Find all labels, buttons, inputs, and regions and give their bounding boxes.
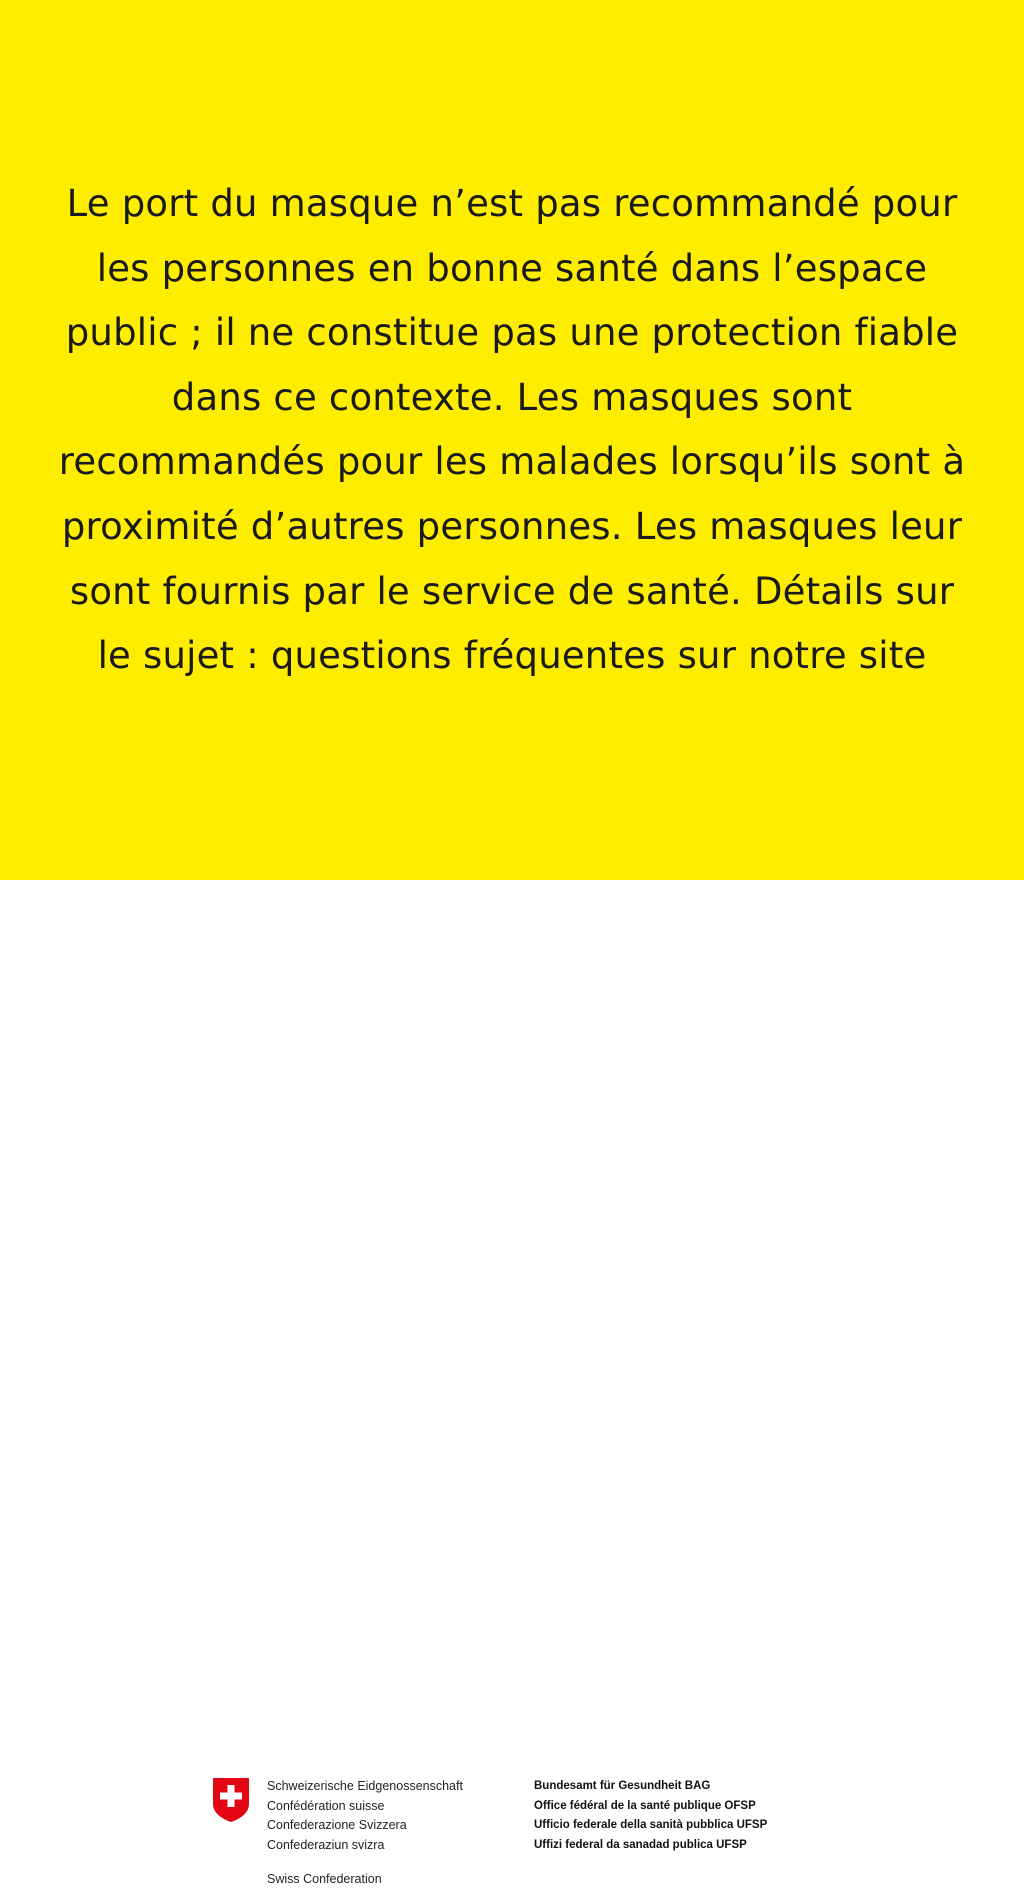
confederation-names [267,1777,463,1855]
message-line: proximité d’autres personnes. Les masques leur [61,504,963,548]
message-line: sont fournis par le service de santé. Détails sur [69,569,955,613]
message-line: recommandés pour les malades lorsqu’ils sont à [58,440,966,484]
footer [0,880,1024,1886]
confederation-name-en: Swiss Confederation [267,1872,382,1886]
office-name-rm: Uffizi federal da sanadad publica UFSP [534,1838,747,1851]
message-panel [0,0,1024,880]
message-line: les personnes en bonne santé dans l’espace [96,246,928,290]
swiss-coat-of-arms-icon [212,1777,250,1823]
office-names [534,1777,767,1855]
message-text [0,172,1024,689]
confederation-name-de: Schweizerische Eidgenossenschaft [267,1779,463,1793]
message-line: dans ce contexte. Les masques sont [171,375,853,419]
office-name-de: Bundesamt für Gesundheit BAG [534,1780,711,1792]
office-name-fr: Office fédéral de la santé publique OFSP [534,1799,756,1812]
message-line: le sujet : questions fréquentes sur notre site [97,634,927,678]
message-line: Le port du masque n’est pas recommandé pour [66,182,958,225]
office-name-it: Ufficio federale della sanità pubblica UFSP [534,1819,768,1831]
confederation-name-it: Confederazione Svizzera [267,1818,407,1832]
confederation-name-fr: Confédération suisse [267,1798,385,1813]
message-line: public ; il ne constitue pas une protection fiable [65,311,959,355]
confederation-name-rm: Confederaziun svizra [267,1837,385,1852]
